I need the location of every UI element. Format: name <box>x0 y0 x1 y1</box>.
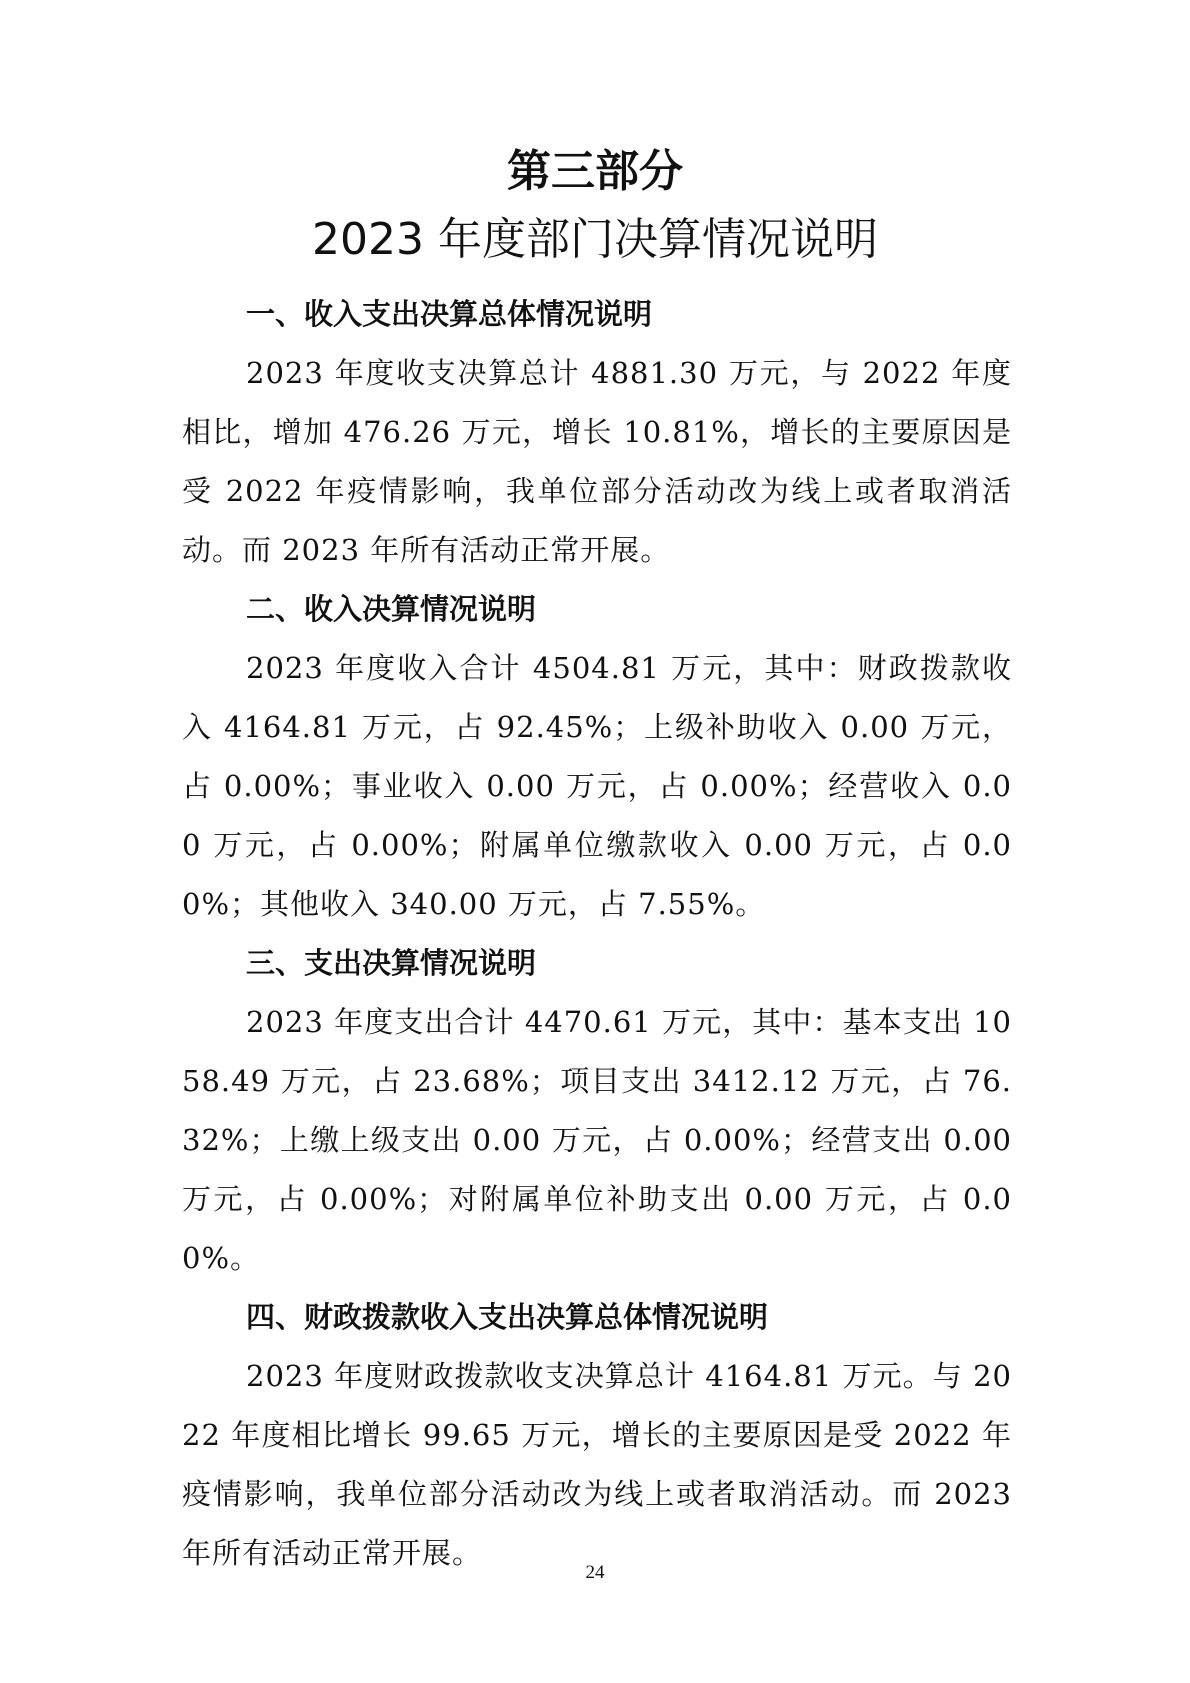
section-heading-4: 四、财政拨款收入支出决算总体情况说明 <box>246 1300 769 1334</box>
report-title: 2023 年度部门决算情况说明 <box>312 214 878 265</box>
page-number: 24 <box>585 1562 605 1583</box>
part-title: 第三部分 <box>507 146 683 197</box>
section-paragraph-3: 2023 年度支出合计 4470.61 万元，其中：基本支出 1058.49 万元，占 23.68%；项目支出 3412.12 万元，占 76.32%；上缴上级支出 0.00 万元，占 0.00%；经营支出 0.00 万元，占 0.00%；对附属单位补助支出 0.00 万元，占 0.00%。 <box>182 1005 1012 1275</box>
section-paragraph-1: 2023 年度收支决算总计 4881.30 万元，与 2022 年度相比，增加 476.26 万元，增长 10.81%，增长的主要原因是受 2022 年疫情影响，我单位部分活动改为线上或者取消活动。而 2023 年所有活动正常开展。 <box>182 356 1012 567</box>
section-paragraph-2: 2023 年度收入合计 4504.81 万元，其中：财政拨款收入 4164.81 万元，占 92.45%；上级补助收入 0.00 万元，占 0.00%；事业收入 0.00 万元，占 0.00%；经营收入 0.00 万元，占 0.00%；附属单位缴款收入 0.00 万元，占 0.00%；其他收入 340.00 万元，占 7.55%。 <box>182 651 1012 921</box>
section-heading-3: 三、支出决算情况说明 <box>246 946 537 980</box>
section-paragraph-4: 2023 年度财政拨款收支决算总计 4164.81 万元。与 2022 年度相比增长 99.65 万元，增长的主要原因是受 2022 年疫情影响，我单位部分活动改为线上或者取消活动。而 2023 年所有活动正常开展。 <box>182 1359 1012 1570</box>
section-heading-1: 一、收入支出决算总体情况说明 <box>246 297 653 331</box>
document-body <box>182 285 1012 1583</box>
section-heading-2: 二、收入决算情况说明 <box>246 592 537 626</box>
